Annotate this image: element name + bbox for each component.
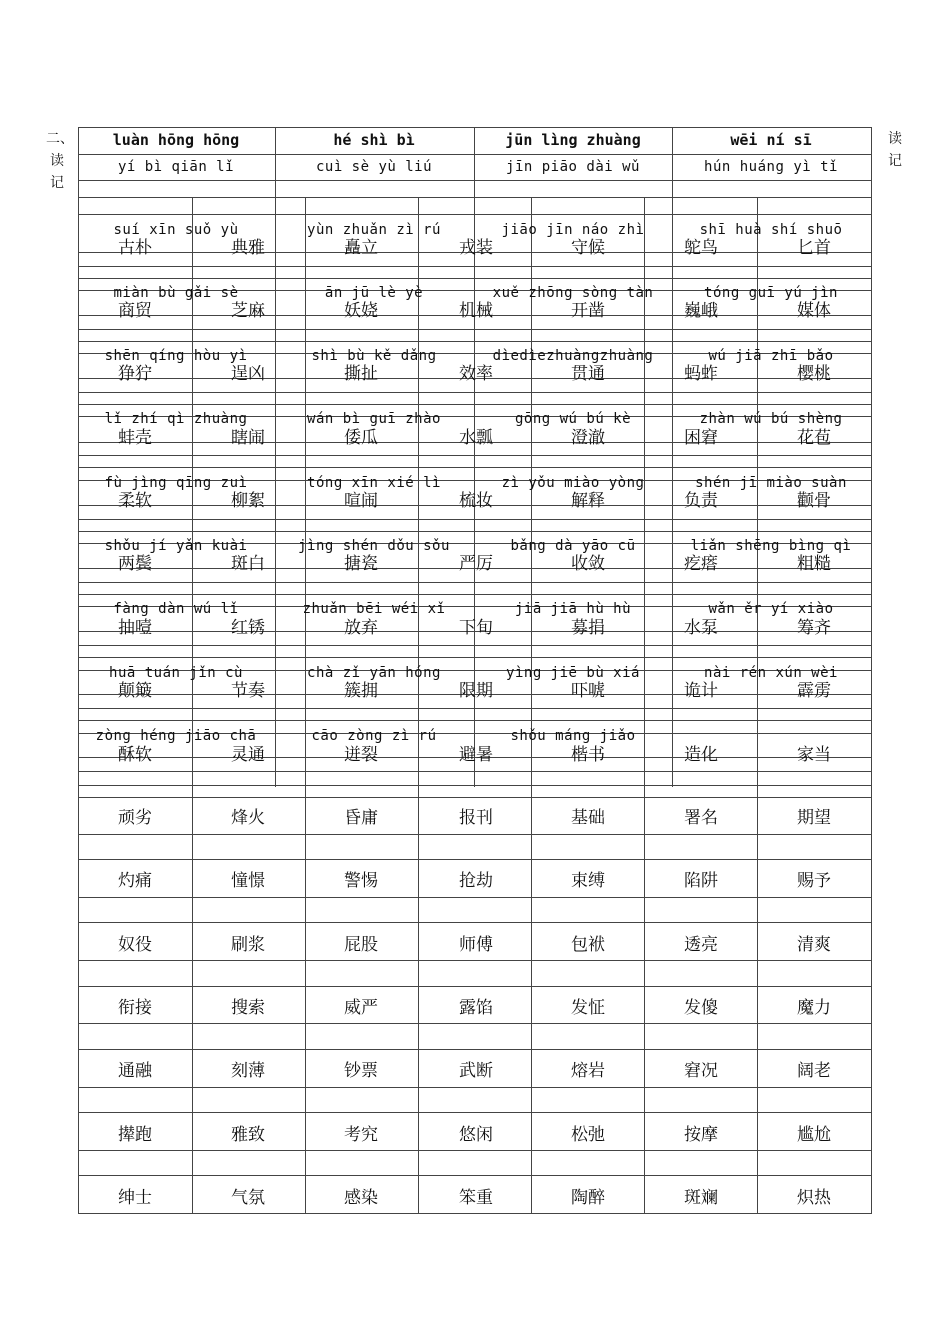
- vocabulary-word: 搪瓷: [344, 554, 378, 574]
- column-divider: [531, 771, 532, 1213]
- idiom-pinyin: huā tuán jǐn cù: [109, 665, 243, 681]
- table-rule: [78, 1049, 872, 1050]
- vocabulary-word: 斑白: [231, 554, 265, 574]
- idiom-pinyin: shǒu jí yǎn kuài: [104, 538, 248, 554]
- vocabulary-word: 笨重: [459, 1188, 493, 1208]
- vocabulary-word: 红锈: [231, 618, 265, 638]
- vocabulary-word: 悠闲: [459, 1125, 493, 1145]
- vocabulary-word: 效率: [459, 364, 493, 384]
- vocabulary-word: 钞票: [344, 1061, 378, 1081]
- vocabulary-word: 屁股: [344, 935, 378, 955]
- table-rule: [78, 645, 872, 646]
- vocabulary-word: 放弃: [344, 618, 378, 638]
- vocabulary-word: 颧骨: [797, 491, 831, 511]
- vocabulary-word: 灵通: [231, 745, 265, 765]
- header-pinyin: hé shì bì: [333, 131, 415, 149]
- table-rule: [78, 1112, 872, 1113]
- table-rule: [78, 278, 872, 279]
- idiom-pinyin: jìng shén dǒu sǒu: [298, 538, 450, 554]
- idiom-pinyin: cāo zòng zì rú: [311, 728, 437, 744]
- vocabulary-word: 发傻: [684, 998, 718, 1018]
- table-border: [78, 127, 79, 1213]
- vocabulary-word: 造化: [684, 745, 718, 765]
- idiom-pinyin: shī huà shí shuō: [699, 222, 843, 238]
- table-rule: [78, 1175, 872, 1176]
- vocabulary-word: 负责: [684, 491, 718, 511]
- vocabulary-word: 簇拥: [344, 681, 378, 701]
- table-rule: [78, 404, 872, 405]
- section-char-remember: 记: [50, 175, 64, 191]
- vocabulary-word: 按摩: [684, 1125, 718, 1145]
- vocabulary-word: 蚌壳: [118, 428, 152, 448]
- vocabulary-word: 灼痛: [118, 871, 152, 891]
- vocabulary-word: 霹雳: [797, 681, 831, 701]
- vocabulary-word: 粗糙: [797, 554, 831, 574]
- idiom-pinyin: fù jìng qīng zuì: [104, 475, 248, 491]
- vocabulary-word: 阔老: [797, 1061, 831, 1081]
- vocabulary-word: 两鬓: [118, 554, 152, 574]
- table-rule: [78, 582, 872, 583]
- vocabulary-word: 署名: [684, 808, 718, 828]
- vocabulary-word: 柳絮: [231, 491, 265, 511]
- vocabulary-word: 迸裂: [344, 745, 378, 765]
- idiom-pinyin: bǎng dà yāo cū: [510, 538, 636, 554]
- vocabulary-word: 鸵鸟: [684, 238, 718, 258]
- idiom-pinyin: tóng xīn xié lì: [307, 475, 441, 491]
- vocabulary-word: 考究: [344, 1125, 378, 1145]
- vocabulary-word: 抽噎: [118, 618, 152, 638]
- vocabulary-word: 昏庸: [344, 808, 378, 828]
- vocabulary-word: 巍峨: [684, 301, 718, 321]
- vocabulary-word: 澄澈: [571, 428, 605, 448]
- table-border: [871, 127, 872, 1213]
- vocabulary-word: 烽火: [231, 808, 265, 828]
- vocabulary-word: 困窘: [684, 428, 718, 448]
- vocabulary-word: 包袱: [571, 935, 605, 955]
- vocabulary-word: 陶醉: [571, 1188, 605, 1208]
- idiom-pinyin: gōng wú bú kè: [514, 411, 632, 427]
- column-divider: [644, 771, 645, 1213]
- vocabulary-word: 报刊: [459, 808, 493, 828]
- idiom-pinyin: wán bì guī zhào: [307, 411, 441, 427]
- vocabulary-word: 矗立: [344, 238, 378, 258]
- table-rule: [78, 785, 872, 786]
- vocabulary-word: 贯通: [571, 364, 605, 384]
- table-rule: [78, 1087, 872, 1088]
- header-pinyin: jīn piāo dài wǔ: [506, 159, 640, 175]
- idiom-pinyin: jiā jiā hù hù: [514, 601, 632, 617]
- vocabulary-word: 顽劣: [118, 808, 152, 828]
- idiom-pinyin: liǎn shēng bìng qì: [690, 538, 852, 554]
- vocabulary-word: 期望: [797, 808, 831, 828]
- vocabulary-word: 绅士: [118, 1188, 152, 1208]
- vocabulary-word: 警惕: [344, 871, 378, 891]
- table-rule: [78, 266, 872, 267]
- vocabulary-word: 家当: [797, 745, 831, 765]
- table-rule: [78, 455, 872, 456]
- vocabulary-word: 柔软: [118, 491, 152, 511]
- idiom-pinyin: wǎn ěr yí xiào: [708, 601, 834, 617]
- table-rule: [78, 657, 872, 658]
- table-rule: [78, 771, 872, 772]
- idiom-pinyin: fàng dàn wú lǐ: [113, 601, 239, 617]
- idiom-pinyin: xuě zhōng sòng tàn: [492, 285, 654, 301]
- vocabulary-word: 筹齐: [797, 618, 831, 638]
- vocabulary-word: 衔接: [118, 998, 152, 1018]
- idiom-pinyin: shì bù kě dǎng: [311, 348, 437, 364]
- vocabulary-word: 梳妆: [459, 491, 493, 511]
- idiom-pinyin: yìng jiē bù xiá: [506, 665, 640, 681]
- idiom-pinyin: chà zǐ yān hóng: [307, 665, 441, 681]
- vocabulary-word: 刷浆: [231, 935, 265, 955]
- vocabulary-word: 熔岩: [571, 1061, 605, 1081]
- table-rule: [78, 214, 872, 215]
- vocabulary-word: 狰狞: [118, 364, 152, 384]
- vocabulary-word: 赐予: [797, 871, 831, 891]
- vocabulary-word: 基础: [571, 808, 605, 828]
- table-rule: [78, 797, 872, 798]
- section-char-read: 读: [888, 131, 902, 147]
- vocabulary-word: 倭瓜: [344, 428, 378, 448]
- idiom-pinyin: zòng héng jiāo chā: [95, 728, 257, 744]
- idiom-pinyin: lǐ zhí qì zhuàng: [104, 411, 248, 427]
- vocabulary-word: 松弛: [571, 1125, 605, 1145]
- table-rule: [78, 467, 872, 468]
- right-section-label: [884, 128, 906, 172]
- vocabulary-word: 刻薄: [231, 1061, 265, 1081]
- vocabulary-word: 撕扯: [344, 364, 378, 384]
- header-pinyin: luàn hōng hōng: [112, 131, 240, 149]
- vocabulary-word: 节奏: [231, 681, 265, 701]
- section-char-remember: 记: [888, 153, 902, 169]
- vocabulary-word: 窘况: [684, 1061, 718, 1081]
- header-pinyin: cuì sè yù liú: [315, 159, 433, 175]
- table-rule: [78, 1150, 872, 1151]
- column-divider: [192, 771, 193, 1213]
- table-rule: [78, 1023, 872, 1024]
- table-rule: [78, 594, 872, 595]
- vocabulary-word: 商贸: [118, 301, 152, 321]
- table-rule: [78, 180, 872, 181]
- vocabulary-word: 通融: [118, 1061, 152, 1081]
- idiom-pinyin: zhàn wú bú shèng: [699, 411, 843, 427]
- vocabulary-word: 尴尬: [797, 1125, 831, 1145]
- table-rule: [78, 519, 872, 520]
- vocabulary-word: 陷阱: [684, 871, 718, 891]
- vocabulary-word: 水泵: [684, 618, 718, 638]
- vocabulary-word: 蚂蚱: [684, 364, 718, 384]
- idiom-pinyin: jiāo jīn náo zhì: [501, 222, 645, 238]
- idiom-pinyin: wú jiā zhī bǎo: [708, 348, 834, 364]
- vocabulary-word: 樱桃: [797, 364, 831, 384]
- idiom-pinyin: zhuǎn bēi wéi xǐ: [302, 601, 446, 617]
- vocabulary-word: 水瓢: [459, 428, 493, 448]
- column-divider: [305, 197, 306, 787]
- vocabulary-word: 妖娆: [344, 301, 378, 321]
- vocabulary-word: 颠簸: [118, 681, 152, 701]
- vocabulary-word: 露馅: [459, 998, 493, 1018]
- vocabulary-word: 疙瘩: [684, 554, 718, 574]
- vocabulary-word: 诡计: [684, 681, 718, 701]
- idiom-pinyin: shén jī miào suàn: [695, 475, 847, 491]
- vocabulary-word: 发怔: [571, 998, 605, 1018]
- idiom-pinyin: ān jū lè yè: [324, 285, 424, 301]
- vocabulary-word: 师傅: [459, 935, 493, 955]
- idiom-pinyin: shēn qíng hòu yì: [104, 348, 248, 364]
- vocabulary-word: 匕首: [797, 238, 831, 258]
- column-divider: [672, 127, 673, 787]
- column-divider: [275, 127, 276, 787]
- vocabulary-word: 收敛: [571, 554, 605, 574]
- vocabulary-word: 下旬: [459, 618, 493, 638]
- vocabulary-word: 撵跑: [118, 1125, 152, 1145]
- vocabulary-word: 严厉: [459, 554, 493, 574]
- idiom-pinyin: yùn zhuǎn zì rú: [307, 222, 441, 238]
- table-rule: [78, 392, 872, 393]
- column-divider: [757, 771, 758, 1213]
- table-rule: [78, 859, 872, 860]
- table-rule: [78, 922, 872, 923]
- table-rule: [78, 127, 872, 128]
- vocabulary-word: 抢劫: [459, 871, 493, 891]
- idiom-pinyin: shǒu máng jiǎo: [510, 728, 636, 744]
- section-number: 二、: [46, 131, 74, 147]
- table-rule: [78, 329, 872, 330]
- table-rule: [78, 708, 872, 709]
- table-rule: [78, 154, 872, 155]
- idiom-pinyin: miàn bù gǎi sè: [113, 285, 239, 301]
- table-rule: [78, 897, 872, 898]
- section-char-read: 读: [50, 153, 64, 169]
- vocabulary-word: 解释: [571, 491, 605, 511]
- header-pinyin: jūn lìng zhuàng: [505, 131, 641, 149]
- header-pinyin: wēi ní sī: [730, 131, 812, 149]
- vocabulary-word: 雅致: [231, 1125, 265, 1145]
- vocabulary-word: 媒体: [797, 301, 831, 321]
- vocabulary-word: 开凿: [571, 301, 605, 321]
- vocabulary-word: 魔力: [797, 998, 831, 1018]
- vocabulary-word: 古朴: [118, 238, 152, 258]
- vocabulary-word: 透亮: [684, 935, 718, 955]
- vocabulary-table: [78, 127, 872, 1213]
- table-rule: [78, 197, 872, 198]
- vocabulary-word: 典雅: [231, 238, 265, 258]
- vocabulary-word: 憧憬: [231, 871, 265, 891]
- vocabulary-word: 威严: [344, 998, 378, 1018]
- vocabulary-word: 酥软: [118, 745, 152, 765]
- vocabulary-word: 芝麻: [231, 301, 265, 321]
- idiom-pinyin: nài rén xún wèi: [704, 665, 838, 681]
- vocabulary-word: 武断: [459, 1061, 493, 1081]
- vocabulary-word: 清爽: [797, 935, 831, 955]
- vocabulary-word: 搜索: [231, 998, 265, 1018]
- table-rule: [78, 986, 872, 987]
- vocabulary-word: 喧闹: [344, 491, 378, 511]
- table-rule: [78, 960, 872, 961]
- vocabulary-word: 戎装: [459, 238, 493, 258]
- vocabulary-word: 避暑: [459, 745, 493, 765]
- table-rule: [78, 1213, 872, 1214]
- idiom-pinyin: zì yǒu miào yòng: [501, 475, 645, 491]
- vocabulary-word: 气氛: [231, 1188, 265, 1208]
- header-pinyin: yí bì qiān lǐ: [117, 159, 235, 175]
- table-rule: [78, 341, 872, 342]
- vocabulary-word: 限期: [459, 681, 493, 701]
- left-section-label: [46, 128, 74, 194]
- table-rule: [78, 531, 872, 532]
- idiom-pinyin: tóng guī yú jìn: [704, 285, 838, 301]
- vocabulary-word: 奴役: [118, 935, 152, 955]
- vocabulary-word: 募捐: [571, 618, 605, 638]
- idiom-pinyin: suí xīn suǒ yù: [113, 222, 239, 238]
- vocabulary-word: 吓唬: [571, 681, 605, 701]
- header-pinyin: hún huáng yì tǐ: [704, 159, 838, 175]
- table-rule: [78, 720, 872, 721]
- vocabulary-word: 感染: [344, 1188, 378, 1208]
- vocabulary-word: 机械: [459, 301, 493, 321]
- column-divider: [418, 771, 419, 1213]
- vocabulary-word: 束缚: [571, 871, 605, 891]
- column-divider: [305, 771, 306, 1213]
- vocabulary-word: 楷书: [571, 745, 605, 765]
- vocabulary-word: 斑斓: [684, 1188, 718, 1208]
- vocabulary-word: 逞凶: [231, 364, 265, 384]
- vocabulary-word: 炽热: [797, 1188, 831, 1208]
- vocabulary-word: 守候: [571, 238, 605, 258]
- table-rule: [78, 834, 872, 835]
- vocabulary-word: 花苞: [797, 428, 831, 448]
- vocabulary-word: 瞎闹: [231, 428, 265, 448]
- idiom-pinyin: dìedìezhuàngzhuàng: [492, 348, 654, 364]
